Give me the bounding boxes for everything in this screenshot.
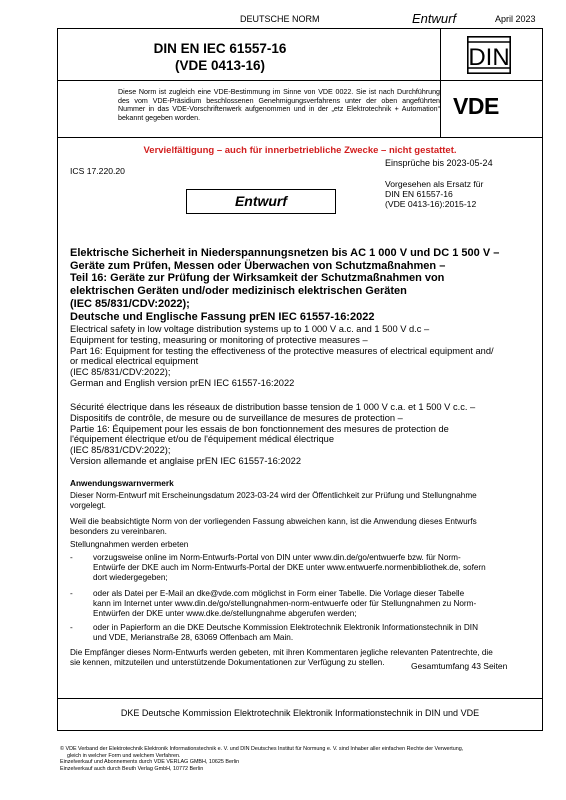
fine-print-line: Einzelverkauf und Abonnements durch VDE VERLAG GMBH, 10625 Berlin [60, 759, 240, 766]
list-dash: - [70, 623, 73, 632]
warning-paragraph [70, 517, 530, 537]
paragraph-line: Dieser Norm-Entwurf mit Erscheinungsdatum 2023-03-24 wird der Öffentlichkeit zur Prüfung und Stellungnahme [70, 491, 477, 500]
divider [57, 80, 543, 81]
title-line: Partie 16: Équipement pour les essais de bon fonctionnement des mesures de protection de [70, 423, 449, 434]
title-line: Part 16: Equipment for testing the effectiveness of the protective measures of electrical equipment and/ [70, 345, 494, 356]
title-line: Equipment for testing, measuring or monitoring of protective measures – [70, 334, 368, 345]
fine-print-line: gleich in welcher Form und welchem Verfahren. [67, 752, 181, 759]
list-line: dort wiedergegeben; [93, 573, 168, 582]
vde-number: (VDE 0413-16) [174, 58, 266, 73]
list-line: vorzugsweise online im Norm-Entwurfs-Portal von DIN unter www.din.de/go/entwuerfe bzw. für Norm- [93, 553, 461, 562]
replacement-line: (VDE 0413-16):2015-12 [385, 199, 477, 209]
list-line: oder in Papierform an die DKE Deutsche Kommission Elektrotechnik Elektronik Informationstechnik in DIN [93, 623, 478, 632]
list-line: und VDE, Merianstraße 28, 63069 Offenbach am Main. [93, 633, 294, 642]
dke-footer: DKE Deutsche Kommission Elektrotechnik Elektronik Informationstechnik in DIN und VDE [120, 708, 480, 718]
copy-warning: Vervielfältigung – auch für innerbetriebliche Zwecke – nicht gestattet. [143, 145, 457, 156]
warning-paragraph [70, 491, 530, 511]
list-item [70, 589, 530, 621]
list-line: Entwürfen der DKE unter www.dke.de/stellungnahme abgerufen werden; [93, 609, 357, 618]
objection-deadline: Einsprüche bis 2023-05-24 [385, 158, 493, 168]
status-label: Entwurf [412, 11, 457, 26]
divider [57, 137, 543, 138]
title-line: Geräte zum Prüfen, Messen oder Überwachen von Schutzmaßnahmen – [70, 259, 446, 272]
issue-date: April 2023 [495, 14, 536, 24]
title-line: Version allemande et anglaise prEN IEC 61557-16:2022 [70, 455, 302, 466]
title-line: German and English version prEN IEC 61557-16:2022 [70, 377, 295, 388]
title-french [70, 402, 540, 467]
vde-note: Diese Norm ist zugleich eine VDE-Bestimmung im Sinne von VDE 0022. Sie ist nach Durchführung des vom VDE-Präsidium beschlossenen Genehmigungsverfahrens unter der oben angeführten Nummer in das VDE-Vorschriftenwerk aufgenommen und in der „etz Elektrotechnik + Automation“ bekannt gegeben worden. [118, 88, 440, 122]
ics-code: ICS 17.220.20 [70, 166, 125, 176]
divider [440, 28, 441, 137]
draft-box: Entwurf [186, 189, 336, 214]
paragraph-line: Die Empfänger dieses Norm-Entwurfs werden gebeten, mit ihren Kommentaren jegliche relevanten Patentrechte, die [70, 648, 493, 657]
title-line: Sécurité électrique dans les réseaux de distribution basse tension de 1 000 V c.a. et 1 500 V c.c. – [70, 402, 476, 412]
list-item [70, 553, 530, 585]
vde-logo: VDE [453, 93, 499, 119]
title-line: (IEC 85/831/CDV:2022); [70, 367, 171, 378]
title-line: l'équipement électrique et/ou de l'équipement médical électrique [70, 434, 335, 445]
application-warning-heading: Anwendungswarnvermerk [70, 478, 174, 488]
total-pages: Gesamtumfang 43 Seiten [411, 661, 508, 671]
replacement-note [385, 179, 483, 209]
title-line: or medical electrical equipment [70, 356, 199, 367]
replacement-line: Vorgesehen als Ersatz für [385, 179, 484, 189]
title-german [70, 247, 540, 323]
fine-print-line: Einzelverkauf auch durch Beuth Verlag GmbH, 10772 Berlin [60, 765, 204, 772]
title-line: Dispositifs de contrôle, de mesure ou de surveillance de mesures de protection – [70, 412, 403, 423]
list-item [70, 623, 530, 645]
list-dash: - [70, 553, 73, 562]
paragraph-line: besonders zu vereinbaren. [70, 527, 167, 536]
list-line: oder als Datei per E-Mail an dke@vde.com möglichst in Form einer Tabelle. Die Vorlage dieser Tabelle [93, 589, 465, 598]
title-line: Elektrische Sicherheit in Niederspannungsnetzen bis AC 1 000 V und DC 1 500 V – [70, 247, 500, 259]
title-line: (IEC 85/831/CDV:2022); [70, 445, 171, 456]
comments-requested: Stellungnahmen werden erbeten [70, 540, 189, 549]
fine-print [60, 746, 560, 772]
din-logo-text: DIN [468, 44, 510, 71]
paragraph-line: Weil die beabsichtigte Norm von der vorliegenden Fassung abweichen kann, ist die Anwendung dieses Entwurfs [70, 517, 477, 526]
din-logo [467, 36, 511, 74]
standard-number: DIN EN IEC 61557-16 [153, 41, 287, 56]
title-english [70, 324, 540, 389]
norm-label: DEUTSCHE NORM [240, 14, 320, 24]
title-line: Teil 16: Geräte zur Prüfung der Wirksamkeit der Schutzmaßnahmen von [70, 272, 445, 285]
replacement-line: DIN EN 61557-16 [385, 189, 453, 199]
divider [57, 698, 543, 699]
list-line: Entwürfe der DKE auch im Norm-Entwurfs-Portal der DKE unter www.entwuerfe.normenbibliothek.de, sofern [93, 563, 486, 572]
list-line: kann im Internet unter www.din.de/go/stellungnahmen-norm-entwuerfe oder für Stellungnahmen zu Norm- [93, 599, 477, 608]
title-line: Deutsche und Englische Fassung prEN IEC 61557-16:2022 [70, 310, 375, 323]
paragraph-line: vorgelegt. [70, 501, 106, 510]
title-line: Electrical safety in low voltage distribution systems up to 1 000 V a.c. and 1 500 V d.c – [70, 324, 430, 334]
title-line: elektrischen Geräten und/oder medizinisch elektrischen Geräten [70, 285, 407, 298]
list-dash: - [70, 589, 73, 598]
standard-title [0, 40, 440, 74]
title-line: (IEC 85/831/CDV:2022); [70, 297, 190, 310]
paragraph-line: sie kennen, mitzuteilen und unterstützende Dokumentationen zur Verfügung zu stellen. [70, 658, 385, 667]
fine-print-line: © VDE Verband der Elektrotechnik Elektronik Informationstechnik e. V. und DIN Deutsches Institut für Normung e. V. sind Inhaber aller einfachen Rechte der Verwertung, [60, 746, 464, 752]
